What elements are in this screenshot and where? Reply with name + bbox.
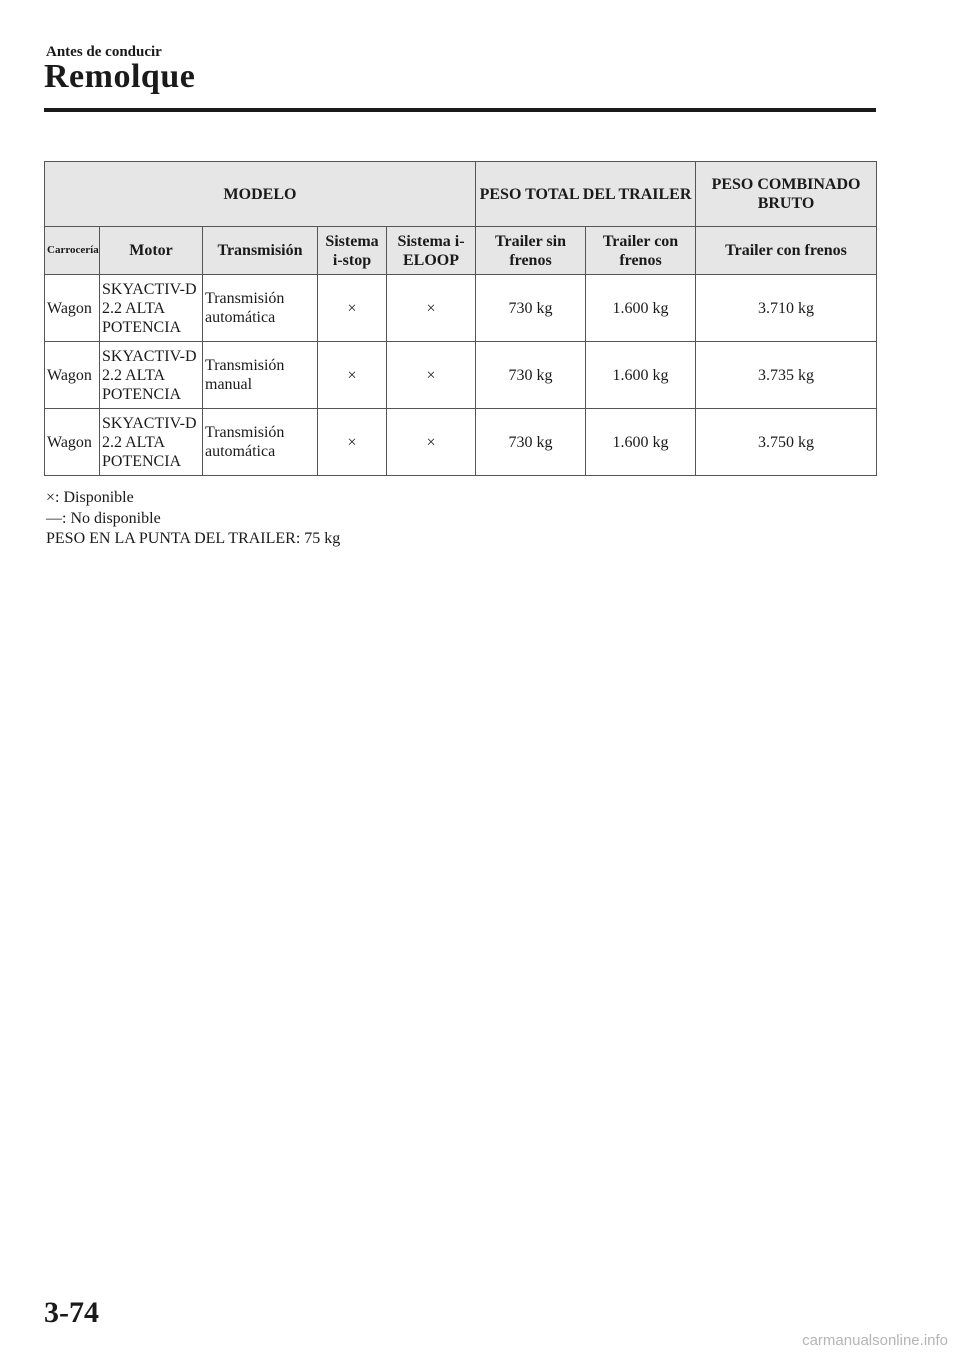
table-cell: SKYACTIV-D 2.2 ALTA POTENCIA xyxy=(100,409,203,476)
column-header: Trailer sin frenos xyxy=(476,227,586,275)
table-cell: Transmisión manual xyxy=(203,342,318,409)
table-cell: × xyxy=(387,275,476,342)
watermark: carmanualsonline.info xyxy=(802,1332,948,1349)
table-cell: 3.735 kg xyxy=(696,342,877,409)
column-header: Sistema i-ELOOP xyxy=(387,227,476,275)
table-row xyxy=(45,409,877,476)
header-peso-combinado: PESO COMBINADO BRUTO xyxy=(696,162,877,227)
table-cell: 730 kg xyxy=(476,409,586,476)
title-rule xyxy=(44,108,876,112)
table-row xyxy=(45,275,877,342)
table-cell: Wagon xyxy=(45,275,100,342)
note-available: ×: Disponible xyxy=(46,489,134,506)
towing-spec-table xyxy=(44,161,877,476)
table-cell: × xyxy=(387,342,476,409)
table-cell: 3.710 kg xyxy=(696,275,877,342)
header-peso-total: PESO TOTAL DEL TRAILER xyxy=(476,162,696,227)
table-cell: × xyxy=(318,275,387,342)
section-label: Antes de conducir xyxy=(46,44,162,60)
page-title: Remolque xyxy=(44,58,196,95)
table-cell: 730 kg xyxy=(476,342,586,409)
header-modelo: MODELO xyxy=(45,162,476,227)
table-notes xyxy=(46,488,340,550)
table-row xyxy=(45,342,877,409)
table-cell: Wagon xyxy=(45,409,100,476)
table-cell: SKYACTIV-D 2.2 ALTA POTENCIA xyxy=(100,342,203,409)
table-cell: Transmisión automática xyxy=(203,275,318,342)
table-cell: 730 kg xyxy=(476,275,586,342)
table-cell: Transmisión automática xyxy=(203,409,318,476)
column-header: Motor xyxy=(100,227,203,275)
table-cell: 1.600 kg xyxy=(586,275,696,342)
group-header-row xyxy=(45,162,877,227)
column-header: Trailer con frenos xyxy=(586,227,696,275)
table-cell: SKYACTIV-D 2.2 ALTA POTENCIA xyxy=(100,275,203,342)
table-cell: 3.750 kg xyxy=(696,409,877,476)
note-unavailable: ―: No disponible xyxy=(46,509,161,527)
note-tongue-weight: PESO EN LA PUNTA DEL TRAILER: 75 kg xyxy=(46,530,341,547)
table-cell: 1.600 kg xyxy=(586,342,696,409)
column-header: Transmisión xyxy=(203,227,318,275)
table-cell: Wagon xyxy=(45,342,100,409)
column-header-row xyxy=(45,227,877,275)
table-cell: × xyxy=(387,409,476,476)
column-header: Trailer con frenos xyxy=(696,227,877,275)
table-cell: 1.600 kg xyxy=(586,409,696,476)
page-number: 3-74 xyxy=(44,1296,99,1329)
table-cell: × xyxy=(318,409,387,476)
column-header: Carrocería xyxy=(45,227,100,275)
table-cell: × xyxy=(318,342,387,409)
column-header: Sistema i-stop xyxy=(318,227,387,275)
